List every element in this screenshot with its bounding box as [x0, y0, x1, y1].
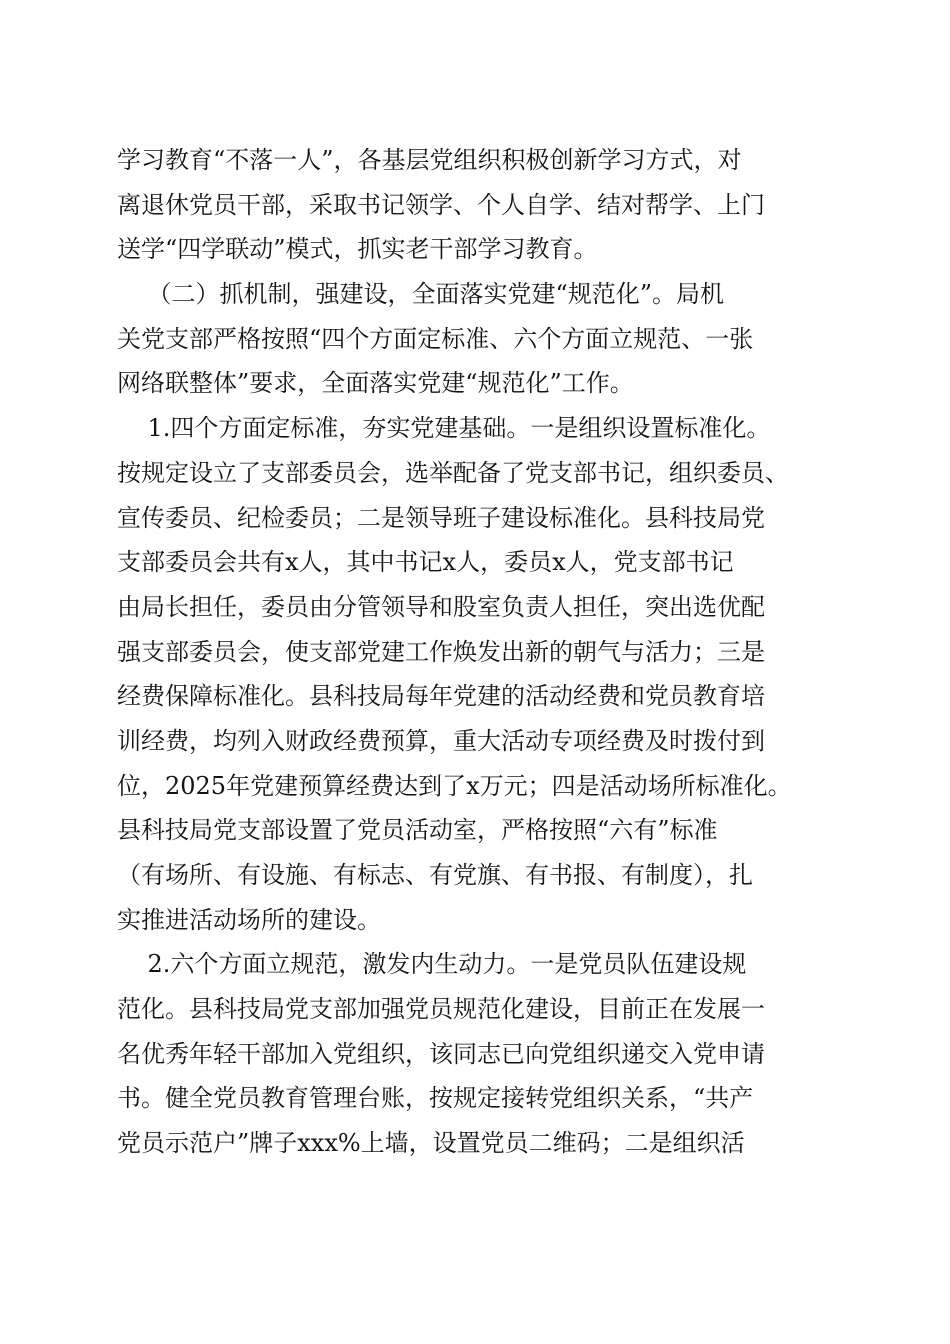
text-line: 名优秀年轻干部加入党组织，该同志已向党组织递交入党申请 — [117, 1039, 765, 1068]
text-line: 关党支部严格按照“四个方面定标准、六个方面立规范、一张 — [117, 324, 754, 353]
text-line: 位，2025年党建预算经费达到了x万元；四是活动场所标准化。 — [117, 771, 792, 800]
text-line: 网络联整体”要求，全面落实党建“规范化”工作。 — [117, 369, 634, 398]
text-line: 党员示范户”牌子xxx%上墙，设置党员二维码；二是组织活 — [117, 1129, 745, 1158]
document-body — [117, 138, 837, 1166]
text-line: 书。健全党员教育管理台账，按规定接转党组织关系，“共产 — [117, 1084, 754, 1113]
section-heading-line: （二）抓机制，强建设，全面落实党建“规范化”。局机 — [117, 280, 725, 309]
text-line: 强支部委员会，使支部党建工作焕发出新的朝气与活力；三是 — [117, 637, 765, 666]
paragraph-start-line: 2.六个方面立规范，激发内生动力。一是党员队伍建设规 — [117, 950, 747, 979]
text-line: 支部委员会共有x人，其中书记x人，委员x人，党支部书记 — [117, 548, 734, 577]
text-line: 训经费，均列入财政经费预算，重大活动专项经费及时拨付到 — [117, 726, 765, 755]
text-line: 送学“四学联动”模式，抓实老干部学习教育。 — [117, 235, 598, 264]
text-line: 学习教育“不落一人”，各基层党组织积极创新学习方式，对 — [117, 146, 742, 174]
paragraph-start-line: 1.四个方面定标准，夯实党建基础。一是组织设置标准化。 — [117, 414, 771, 443]
text-line: 由局长担任，委员由分管领导和股室负责人担任，突出选优配 — [117, 592, 765, 621]
text-line: 实推进活动场所的建设。 — [117, 905, 381, 934]
text-line: （有场所、有设施、有标志、有党旗、有书报、有制度），扎 — [117, 861, 753, 889]
text-line: 县科技局党支部设置了党员活动室，严格按照“六有”标准 — [117, 816, 718, 845]
text-line: 离退休党员干部，采取书记领学、个人自学、结对帮学、上门 — [117, 190, 765, 219]
text-line: 范化。县科技局党支部加强党员规范化建设，目前正在发展一 — [117, 995, 765, 1024]
text-line: 宣传委员、纪检委员；二是领导班子建设标准化。县科技局党 — [117, 503, 765, 532]
text-line: 经费保障标准化。县科技局每年党建的活动经费和党员教育培 — [117, 682, 765, 711]
text-line: 按规定设立了支部委员会，选举配备了党支部书记，组织委员、 — [117, 458, 789, 487]
